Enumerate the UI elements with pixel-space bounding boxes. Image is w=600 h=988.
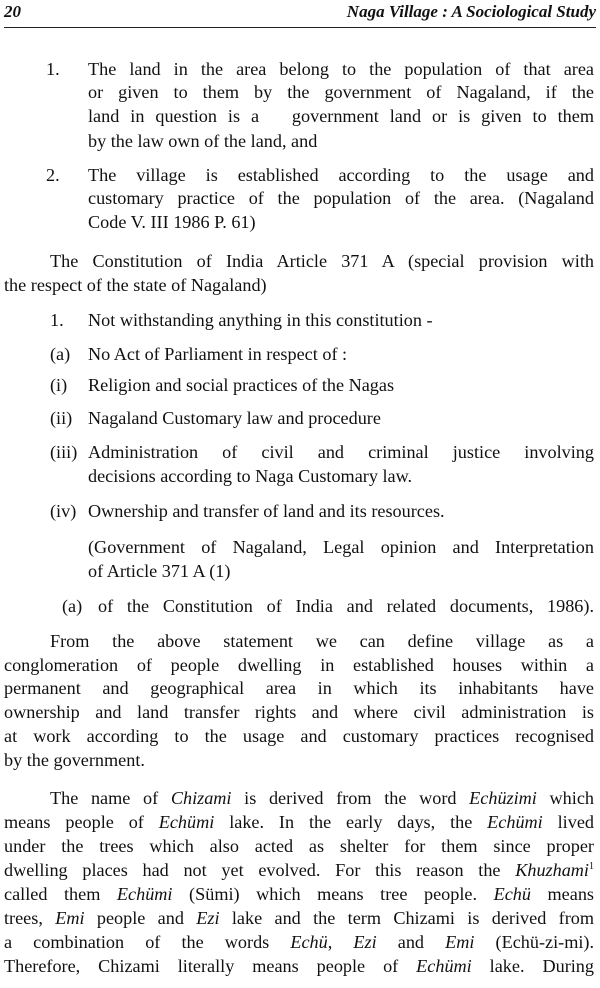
- italic-term: Echü: [493, 884, 531, 904]
- list-label: 2.: [46, 165, 60, 185]
- list-label: (ii): [50, 408, 73, 428]
- text-line: called them Echümi (Sümi) which means tree people. Echü means: [4, 884, 594, 904]
- text-line: of Article 371 A (1): [88, 561, 231, 581]
- list-label: (i): [50, 375, 68, 395]
- header-rule: [4, 27, 596, 28]
- text-line: by the government.: [4, 750, 145, 770]
- text-line: ownership and land transfer rights and where civil administration is: [4, 702, 594, 722]
- text-line: under the trees which also acted as shelter for them since proper: [4, 836, 594, 856]
- italic-term: Echümi: [487, 812, 543, 832]
- list-label: (a): [62, 596, 83, 616]
- italic-term: Echümi: [416, 956, 472, 976]
- footnote-marker: 1: [589, 860, 594, 872]
- italic-term: Emi: [55, 908, 85, 928]
- list-label: 1.: [50, 310, 64, 330]
- text-line: The village is established according to the usage and: [88, 165, 594, 185]
- text-line: trees, Emi people and Ezi lake and the term Chizami is derived from: [4, 908, 594, 928]
- list-label: (iv): [50, 501, 77, 521]
- list-label: 1.: [46, 59, 60, 79]
- list-item-text: Ownership and transfer of land and its resources.: [88, 501, 445, 521]
- italic-term: Khuzhami: [515, 860, 589, 880]
- text-line: a combination of the words Echü, Ezi and Emi (Echü-zi-mi).: [4, 932, 595, 952]
- text-line: The Constitution of India Article 371 A (special provision with: [50, 251, 594, 271]
- text-line: by the law own of the land, and: [88, 131, 318, 151]
- list-item-text: No Act of Parliament in respect of :: [88, 344, 348, 364]
- text-line: The name of Chizami is derived from the word Echüzimi which: [50, 788, 594, 808]
- list-item-text: Not withstanding anything in this constitution -: [88, 310, 433, 330]
- text-line: or given to them by the government of Nagaland, if the: [88, 82, 594, 102]
- text-line: of the Constitution of India and related documents, 1986).: [98, 596, 594, 616]
- running-title: Naga Village : A Sociological Study: [346, 2, 596, 21]
- text-line: conglomeration of people dwelling in established houses within a: [4, 655, 594, 675]
- text-line: (Government of Nagaland, Legal opinion and Interpretation: [88, 537, 594, 557]
- italic-term: Echüzimi: [469, 788, 537, 808]
- italic-term: Chizami: [170, 788, 232, 808]
- page-number: 20: [4, 2, 21, 21]
- list-label: (iii): [50, 442, 78, 462]
- list-item-text: Nagaland Customary law and procedure: [88, 408, 381, 428]
- italic-term: Ezi: [353, 932, 377, 952]
- text-line: dwelling places had not yet evolved. For this reason the Khuzhami$^1$: [4, 860, 594, 880]
- italic-term: Ezi: [196, 908, 220, 928]
- italic-term: Echümi: [158, 812, 215, 832]
- italic-term: Echümi: [116, 884, 173, 904]
- text-line: means people of Echümi lake. In the early days, the Echümi lived: [4, 812, 594, 832]
- text-line: From the above statement we can define village as a: [50, 631, 594, 651]
- running-header: [4, 2, 596, 28]
- text-line: The land in the area belong to the population of that area: [88, 59, 594, 79]
- italic-term: Emi: [445, 932, 475, 952]
- list-item-text: Religion and social practices of the Nagas: [88, 375, 395, 395]
- text-line: land in question is a government land or is given to them: [88, 106, 594, 126]
- text-line: the respect of the state of Nagaland): [4, 275, 267, 295]
- text-line: Therefore, Chizami literally means people of Echümi lake. During: [4, 956, 594, 976]
- italic-term: Echü: [290, 932, 328, 952]
- text-line: customary practice of the population of the area. (Nagaland: [88, 188, 594, 208]
- text-line: permanent and geographical area in which its inhabitants have: [4, 678, 594, 698]
- text-line: at work according to the usage and customary practices recognised: [4, 726, 594, 746]
- text-line: Code V. III 1986 P. 61): [88, 212, 256, 232]
- list-item-text: decisions according to Naga Customary law.: [88, 466, 413, 486]
- list-item-text: Administration of civil and criminal justice involving: [88, 442, 594, 462]
- list-label: (a): [50, 344, 71, 364]
